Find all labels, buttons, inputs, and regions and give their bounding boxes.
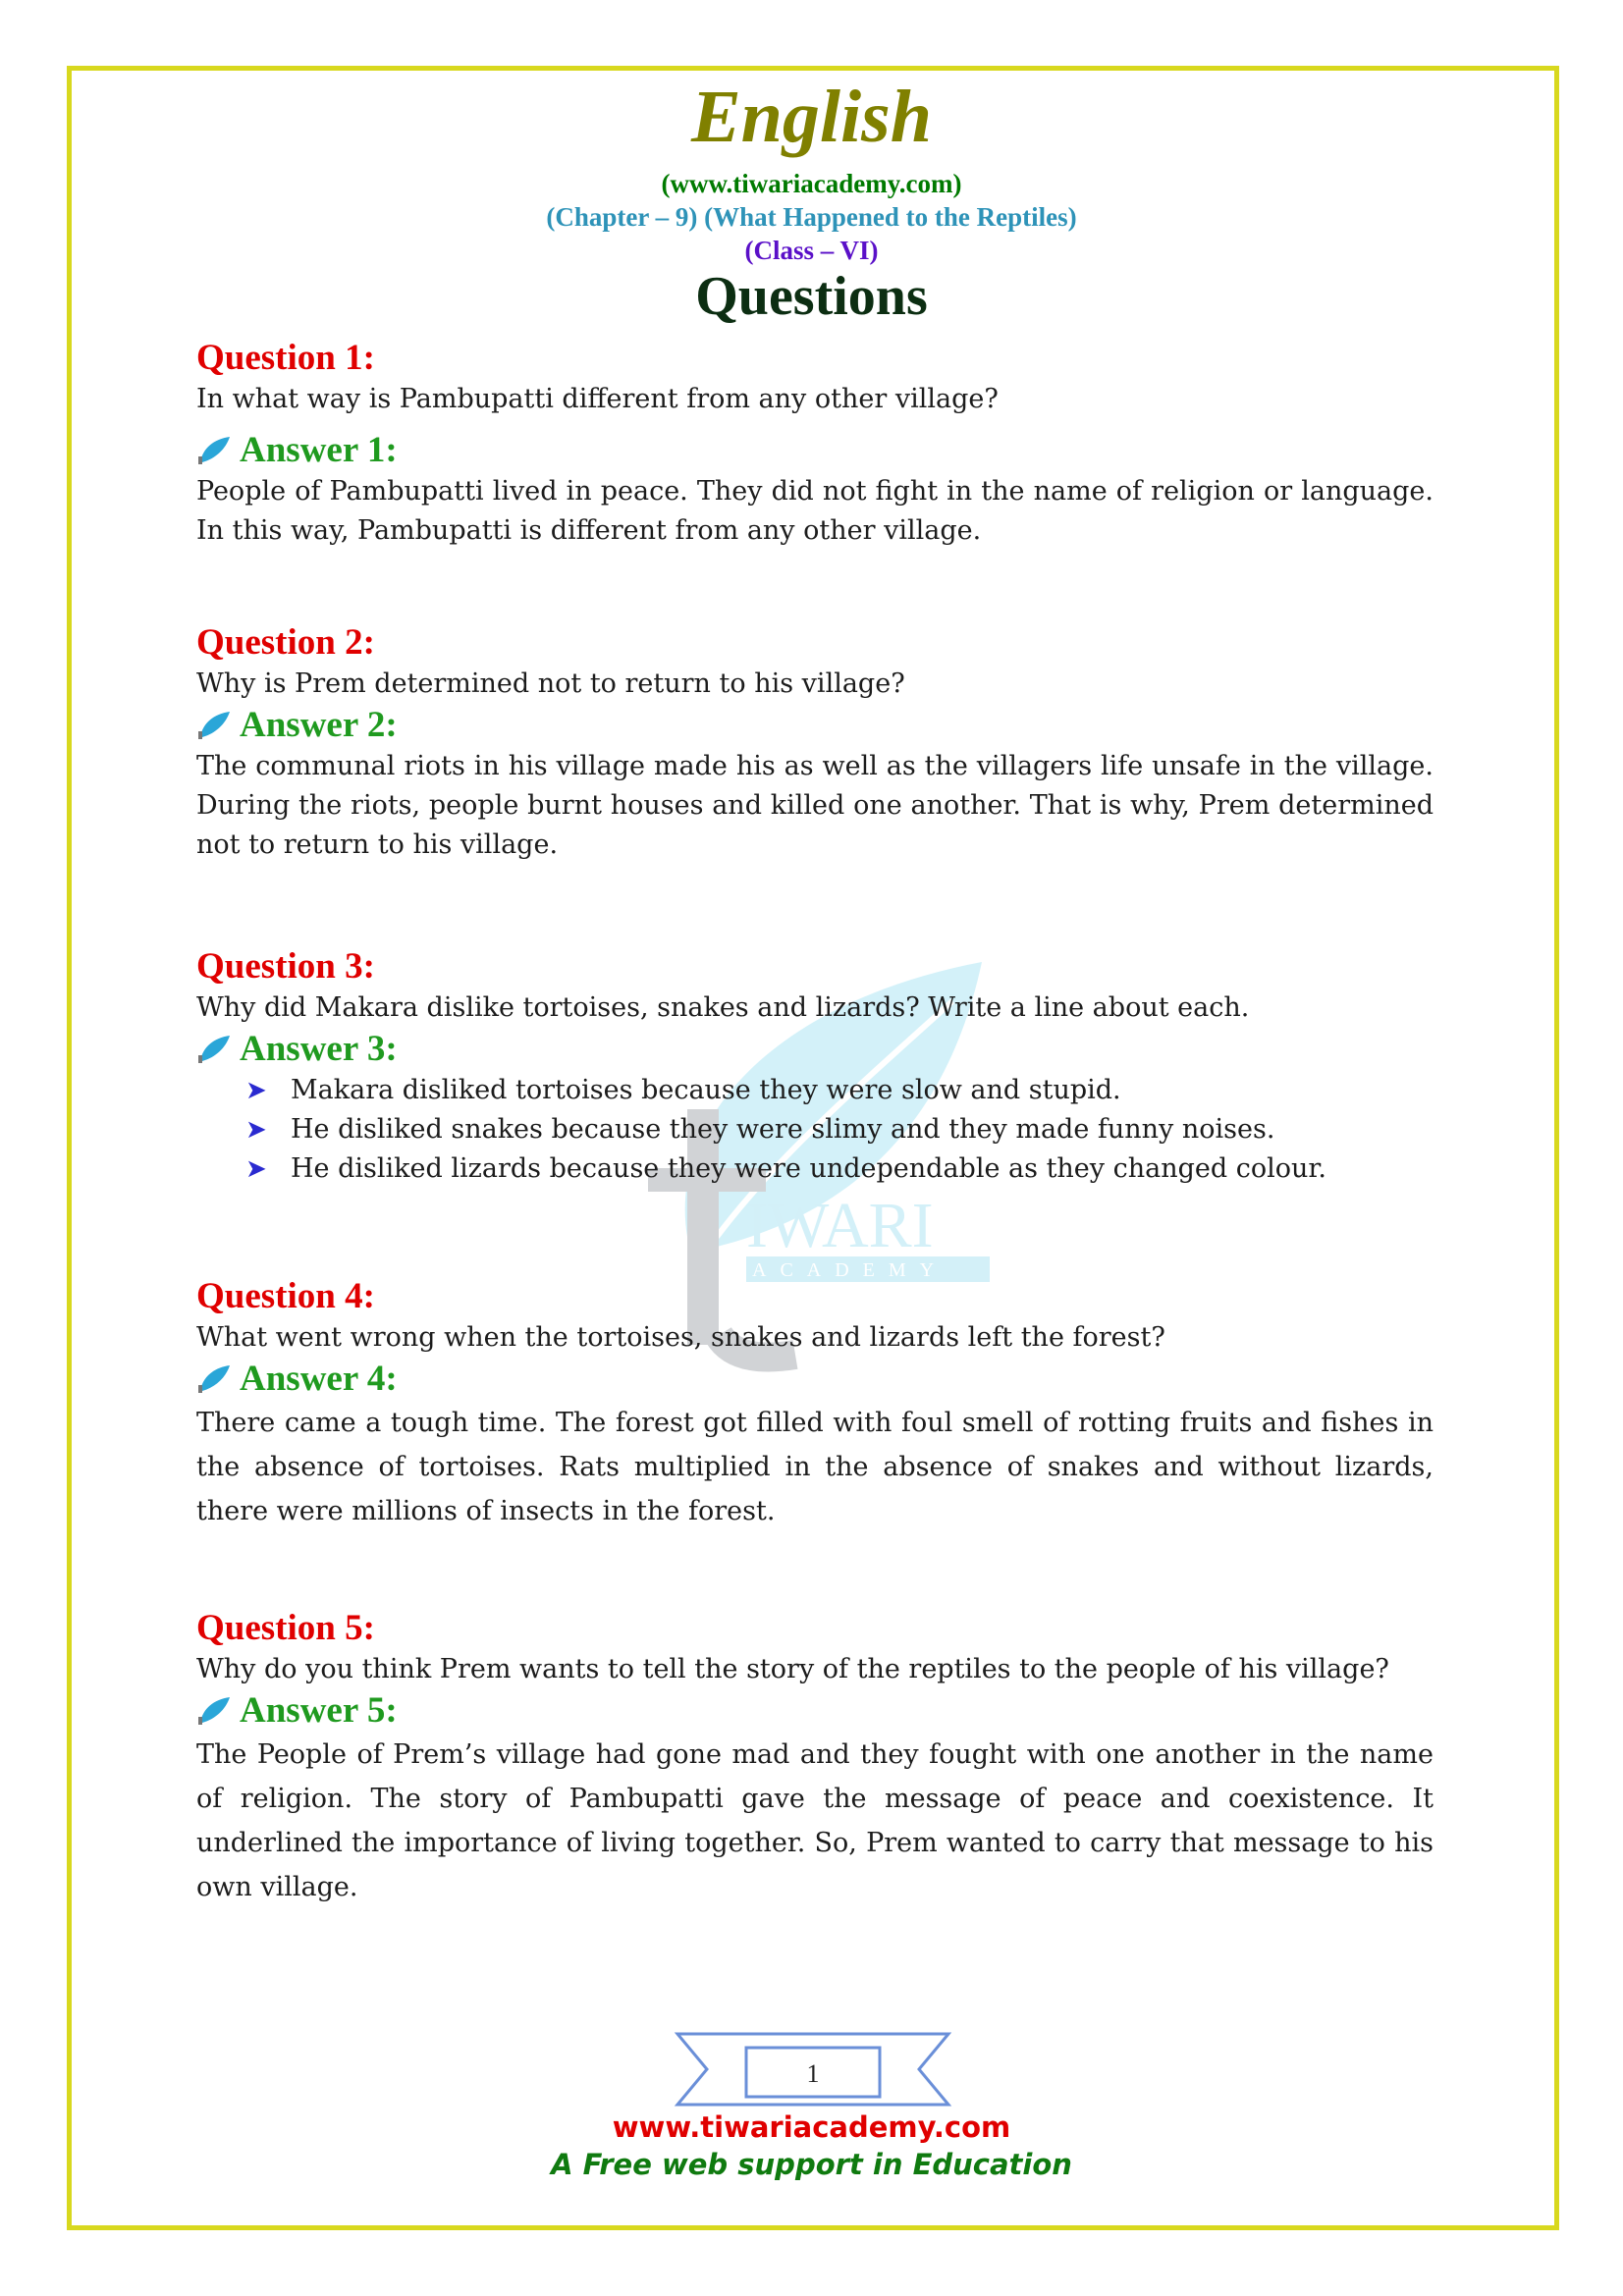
quill-icon: [196, 1695, 232, 1727]
answer-title: Answer 3:: [240, 1029, 398, 1069]
watermark-text-main: IWARI: [746, 1190, 934, 1261]
question-title: Question 3:: [196, 946, 375, 987]
arrow-bullet-icon: ➤: [245, 1154, 267, 1184]
quill-icon: [196, 1363, 232, 1395]
list-item: [245, 1110, 1434, 1149]
qa-item-5: [196, 1607, 1434, 1909]
question-title: Question 4:: [196, 1276, 375, 1316]
qa-item-1: [196, 337, 1434, 551]
section-heading: Questions: [695, 266, 928, 327]
question-text: What went wrong when the tortoises, snakes and lizards left the forest?: [196, 1322, 1165, 1353]
answer-title: Answer 2:: [240, 705, 398, 745]
chapter-title: (Chapter – 9) (What Happened to the Reptiles): [546, 202, 1077, 232]
qa-item-2: [196, 621, 1434, 865]
answer-heading: [196, 1028, 1434, 1071]
footer-site-link[interactable]: www.tiwariacademy.com: [612, 2110, 1011, 2144]
question-text: In what way is Pambupatti different from any other village?: [196, 384, 999, 414]
quill-icon: [196, 710, 232, 741]
bullet-text: Makara disliked tortoises because they were slow and stupid.: [291, 1075, 1121, 1105]
footer-tagline: A Free web support in Education: [551, 2148, 1072, 2181]
question-text: Why do you think Prem wants to tell the story of the reptiles to the people of his village?: [196, 1654, 1389, 1684]
page-number: 1: [806, 2059, 820, 2088]
quill-icon: [196, 435, 232, 466]
question-text: Why did Makara dislike tortoises, snakes and lizards? Write a line about each.: [196, 992, 1250, 1023]
qa-item-3: [196, 945, 1434, 1189]
watermark-text-sub: ACADEMY: [752, 1259, 948, 1281]
question-title: Question 1:: [196, 338, 375, 378]
answer-title: Answer 1:: [240, 430, 398, 470]
quill-icon: [196, 1034, 232, 1065]
site-url-header[interactable]: (www.tiwariacademy.com): [661, 169, 962, 198]
answer-text: There came a tough time. The forest got filled with foul smell of rotting fruits and fishes in the absence of tortoises. Rats multiplied in the absence of snakes and without lizards, there were millions of insects in the forest.: [196, 1408, 1434, 1526]
question-title: Question 2:: [196, 622, 375, 663]
answer-text: People of Pambupatti lived in peace. They did not fight in the name of religion or language. In this way, Pambupatti is different from any other village.: [196, 476, 1434, 546]
answer-title: Answer 4:: [240, 1359, 398, 1399]
answer-heading: [196, 1689, 1434, 1733]
answer-title: Answer 5:: [240, 1690, 398, 1731]
list-item: [245, 1071, 1434, 1110]
answer-text: The communal riots in his village made his as well as the villagers life unsafe in the village. During the riots, people burnt houses and killed one another. That is why, Prem determined not to return to his village.: [196, 751, 1434, 860]
bullet-text: He disliked snakes because they were slimy and they made funny noises.: [291, 1114, 1275, 1145]
arrow-bullet-icon: ➤: [245, 1076, 267, 1105]
answer-text: The People of Prem’s village had gone mad and they fought with one another in the name of religion. The story of Pambupatti gave the message of peace and coexistence. It underlined the importance of living together. So, Prem wanted to carry that message to his own village.: [196, 1739, 1434, 1902]
qa-item-4: [196, 1275, 1434, 1533]
list-item: [245, 1149, 1434, 1189]
answer-heading: [196, 704, 1434, 747]
arrow-bullet-icon: ➤: [245, 1115, 267, 1145]
subject-title: English: [690, 76, 933, 158]
answer-bullet-list: [196, 1071, 1434, 1189]
class-label: (Class – VI): [744, 236, 879, 265]
answer-heading: [196, 429, 1434, 472]
question-title: Question 5:: [196, 1608, 375, 1648]
answer-heading: [196, 1358, 1434, 1401]
bullet-text: He disliked lizards because they were undependable as they changed colour.: [291, 1153, 1326, 1184]
question-text: Why is Prem determined not to return to his village?: [196, 668, 905, 699]
